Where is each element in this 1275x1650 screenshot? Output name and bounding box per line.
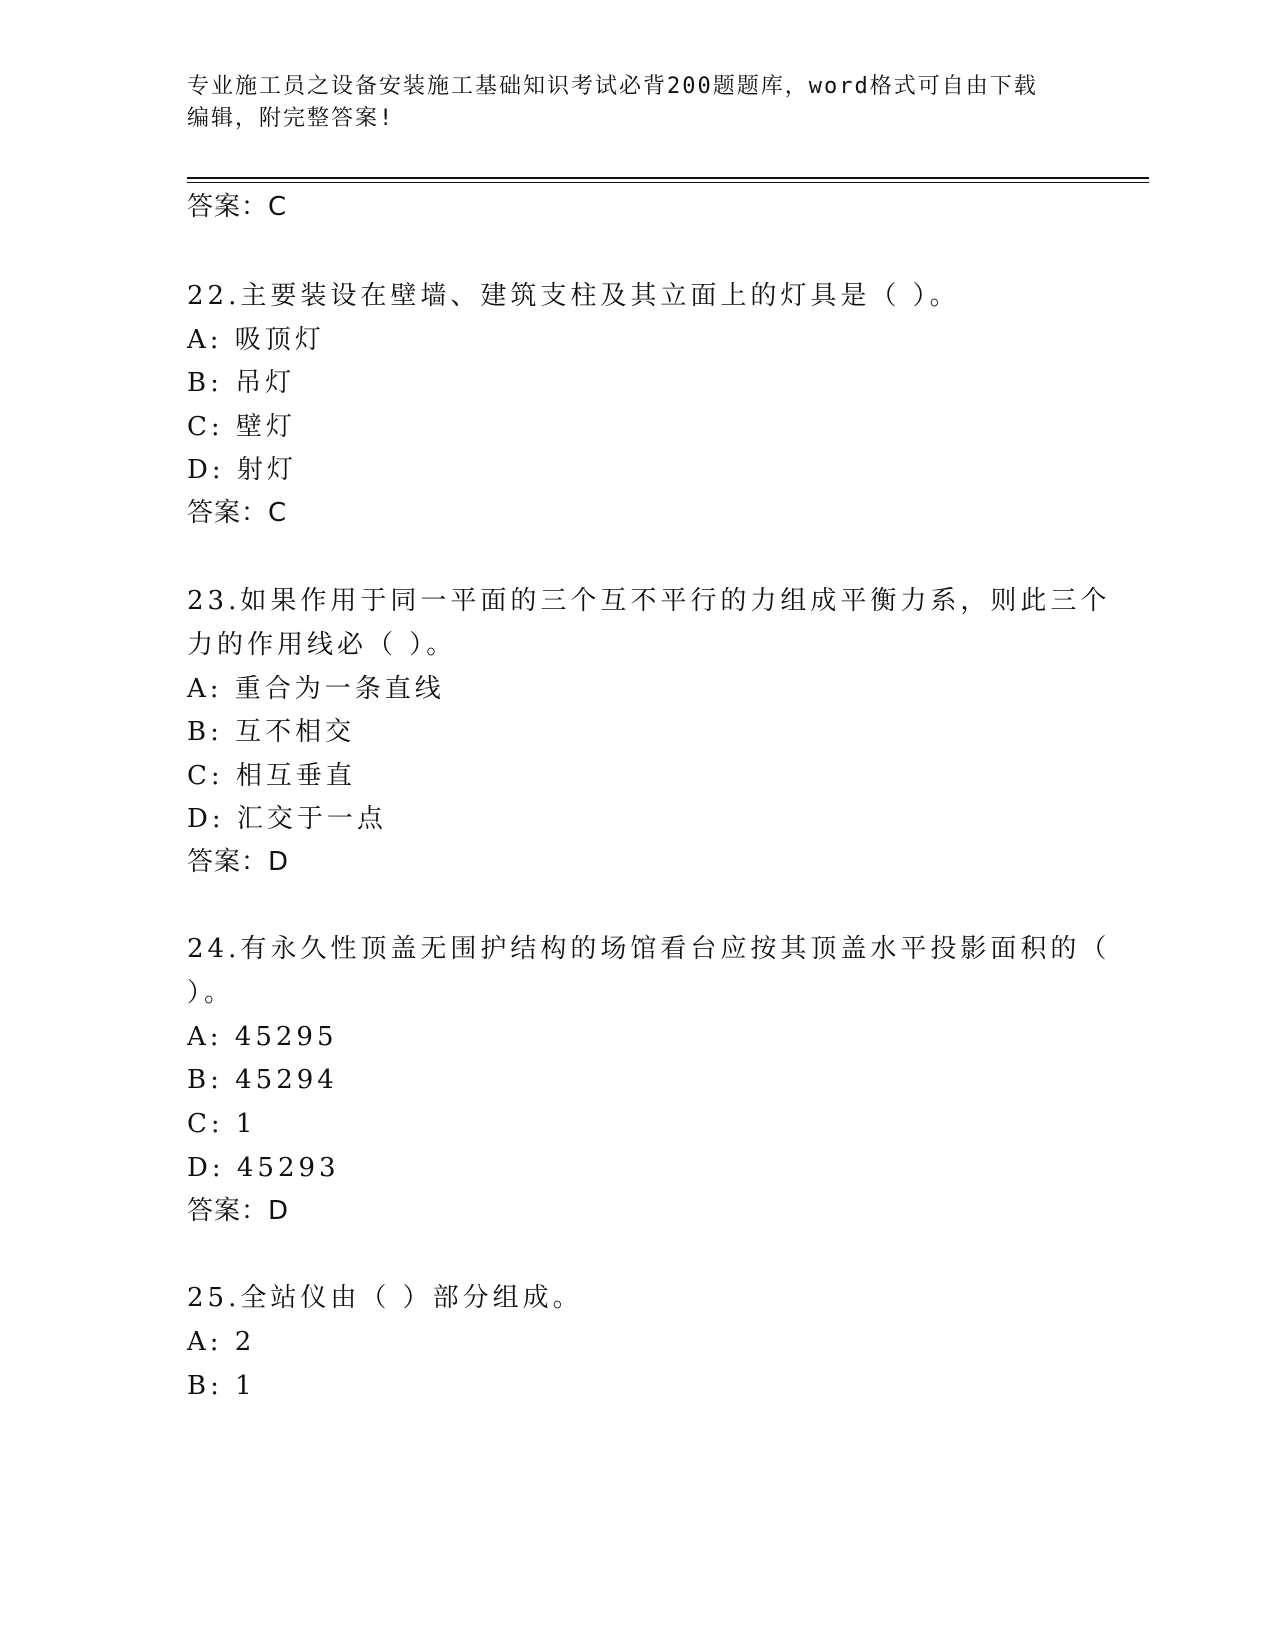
option-c: C: 相互垂直: [187, 761, 356, 791]
document-header: [187, 71, 1087, 135]
option-a: A: 重合为一条直线: [187, 674, 445, 704]
option-b: B: 互不相交: [187, 717, 356, 747]
header-line-2: 编辑，附完整答案!: [187, 106, 395, 131]
header-line-1: 专业施工员之设备安装施工基础知识考试必背200题题库，word格式可自由下载: [187, 74, 1038, 99]
option-c: C: 壁灯: [187, 412, 296, 442]
answer-line: 答案：D: [187, 847, 290, 877]
option-d: D: 汇交于一点: [187, 804, 387, 834]
option-b: B: 吊灯: [187, 368, 296, 398]
option-a: A: 2: [187, 1327, 256, 1357]
answer-line: 答案：C: [187, 192, 288, 222]
question-stem-cont: 力的作用线必（ ）。: [187, 630, 457, 660]
header-divider: [187, 177, 1149, 179]
header-divider-thin: [187, 182, 1149, 183]
answer-line: 答案：D: [187, 1196, 290, 1226]
option-b: B: 45294: [187, 1065, 338, 1095]
question-stem: 23.如果作用于同一平面的三个互不平行的力组成平衡力系，则此三个: [187, 586, 1111, 616]
answer-line: 答案：C: [187, 498, 288, 528]
option-c: C: 1: [187, 1109, 257, 1139]
question-stem: 24.有永久性顶盖无围护结构的场馆看台应按其顶盖水平投影面积的（: [187, 934, 1111, 964]
option-d: D: 45293: [187, 1153, 340, 1183]
question-stem-cont: ）。: [187, 978, 235, 1008]
option-b: B: 1: [187, 1371, 256, 1401]
option-d: D: 射灯: [187, 455, 297, 485]
option-a: A: 45295: [187, 1022, 338, 1052]
question-stem: 22.主要装设在壁墙、建筑支柱及其立面上的灯具是（ ）。: [187, 281, 960, 311]
option-a: A: 吸顶灯: [187, 325, 325, 355]
question-stem: 25.全站仪由（ ）部分组成。: [187, 1283, 583, 1313]
